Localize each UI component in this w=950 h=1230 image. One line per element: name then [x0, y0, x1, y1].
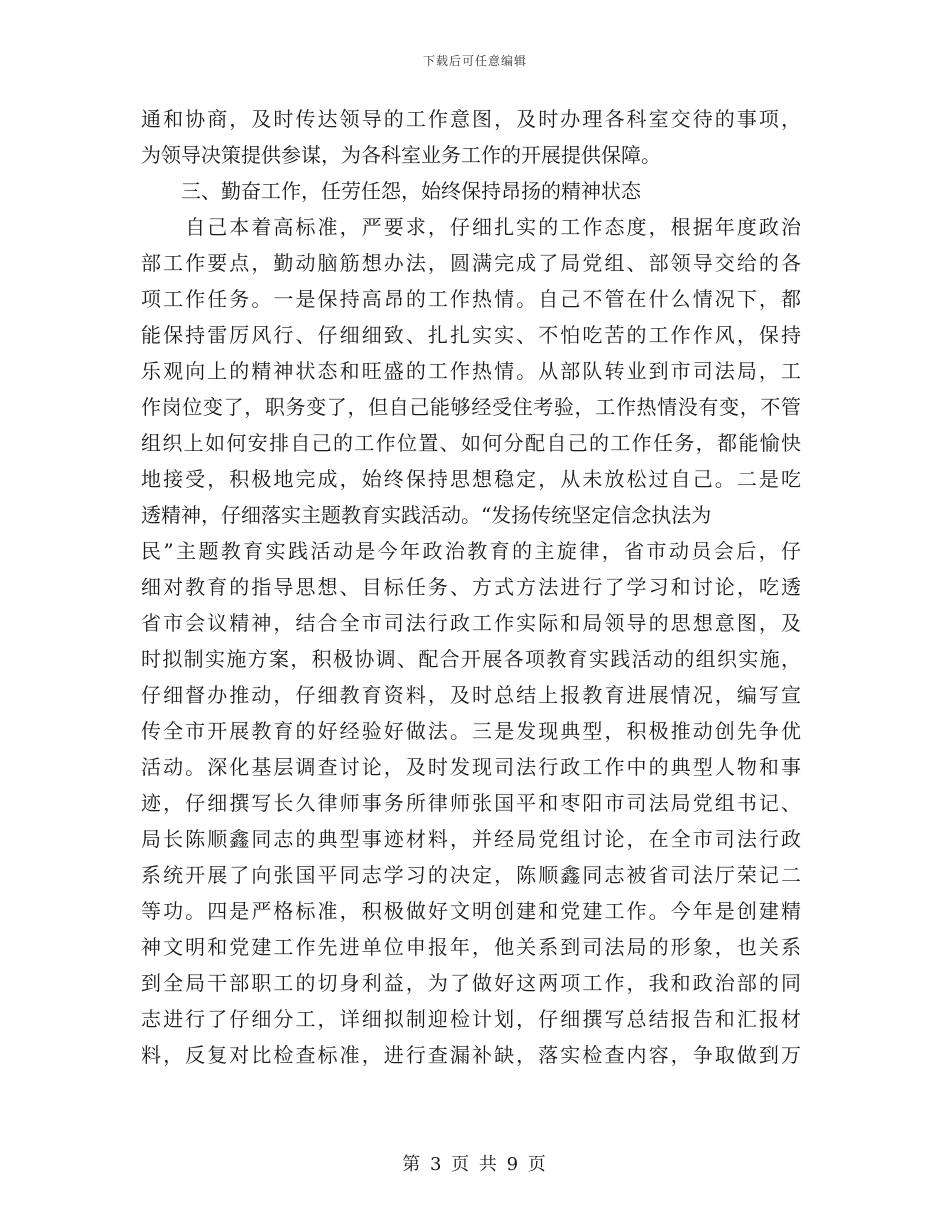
text-line: 志进行了仔细分工，详细拟制迎检计划，仔细撰写总结报告和汇报材: [141, 1007, 801, 1031]
text-line: 传全市开展教育的好经验好做法。三是发现典型，积极推动创先争优: [141, 719, 801, 743]
section-heading: 三、勤奋工作，任劳任怨，始终保持昂扬的精神状态: [141, 179, 641, 203]
text-line: 到全局干部职工的切身利益，为了做好这两项工作，我和政治部的同: [141, 971, 801, 995]
text-line: 作岗位变了，职务变了，但自己能够经受住考验，工作热情没有变，不管: [141, 395, 801, 419]
text-line: 透精神，仔细落实主题教育实践活动。“发扬传统坚定信念执法为: [141, 503, 712, 527]
text-line: 系统开展了向张国平同志学习的决定，陈顺鑫同志被省司法厅荣记二: [141, 863, 801, 887]
text-line: 仔细督办推动，仔细教育资料，及时总结上报教育进展情况，编写宣: [141, 683, 801, 707]
text-line: 项工作任务。一是保持高昂的工作热情。自己不管在什么情况下，都: [141, 287, 801, 311]
body-text: [141, 101, 801, 1073]
text-line: 时拟制实施方案，积极协调、配合开展各项教育实践活动的组织实施，: [141, 647, 801, 671]
text-line: 地接受，积极地完成，始终保持思想稳定，从未放松过自己。二是吃: [141, 467, 801, 491]
text-line: 民”主题教育实践活动是今年政治教育的主旋律，省市动员会后，仔: [141, 539, 801, 563]
header-note: 下载后可任意编辑: [422, 54, 527, 68]
text-line: 为领导决策提供参谋，为各科室业务工作的开展提供保障。: [141, 143, 661, 167]
text-line: 乐观向上的精神状态和旺盛的工作热情。从部队转业到市司法局，工: [141, 359, 801, 383]
text-line: 省市会议精神，结合全市司法行政工作实际和局领导的思想意图，及: [141, 611, 801, 635]
text-line: 组织上如何安排自己的工作位置、如何分配自己的工作任务，都能愉快: [141, 431, 801, 455]
text-line: 神文明和党建工作先进单位申报年，他关系到司法局的形象，也关系: [141, 935, 801, 959]
text-line: 部工作要点，勤动脑筋想办法，圆满完成了局党组、部领导交给的各: [141, 251, 801, 275]
text-line: 细对教育的指导思想、目标任务、方式方法进行了学习和讨论，吃透: [141, 575, 801, 599]
text-line: 自己本着高标准，严要求，仔细扎实的工作态度，根据年度政治: [141, 215, 801, 239]
text-line: 迹，仔细撰写长久律师事务所律师张国平和枣阳市司法局党组书记、: [141, 791, 801, 815]
text-line: 能保持雷厉风行、仔细细致、扎扎实实、不怕吃苦的工作作风，保持: [141, 323, 801, 347]
text-line: 局长陈顺鑫同志的典型事迹材料，并经局党组讨论，在全市司法行政: [141, 827, 801, 851]
page-number-footer: 第 3 页 共 9 页: [402, 1154, 548, 1175]
text-line: 料，反复对比检查标准，进行查漏补缺，落实检查内容，争取做到万: [141, 1043, 801, 1067]
text-line: 通和协商，及时传达领导的工作意图，及时办理各科室交待的事项，: [141, 107, 801, 131]
text-line: 活动。深化基层调查讨论，及时发现司法行政工作中的典型人物和事: [141, 755, 801, 779]
text-line: 等功。四是严格标准，积极做好文明创建和党建工作。今年是创建精: [141, 899, 801, 923]
